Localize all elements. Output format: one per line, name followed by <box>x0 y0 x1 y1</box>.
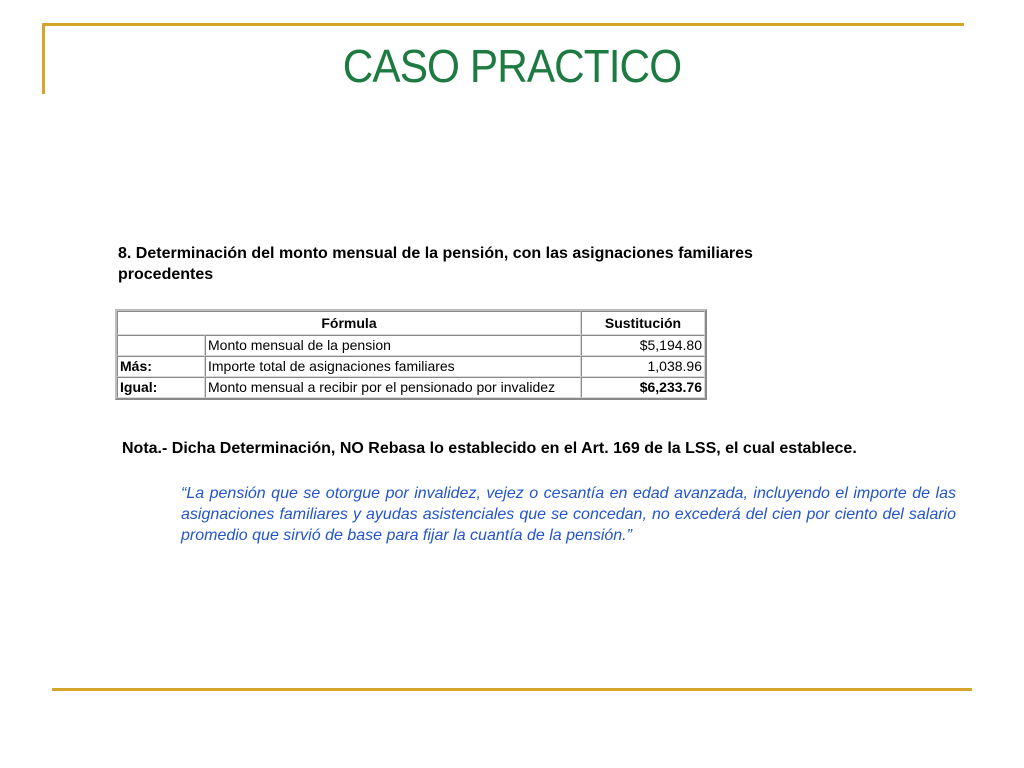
row-description: Monto mensual de la pension <box>205 335 581 356</box>
row-value: 1,038.96 <box>581 356 705 377</box>
table-row <box>117 377 705 398</box>
table-header-row <box>117 311 705 335</box>
header-formula: Fórmula <box>117 311 581 335</box>
row-label: Más: <box>117 356 205 377</box>
legal-note: Nota.- Dicha Determinación, NO Rebasa lo establecido en el Art. 169 de la LSS, el cual establece. <box>122 440 857 457</box>
pension-calculation-table <box>115 309 707 400</box>
row-value: $5,194.80 <box>581 335 705 356</box>
row-description: Monto mensual a recibir por el pensionado por invalidez <box>205 377 581 398</box>
row-label <box>117 335 205 356</box>
bottom-divider <box>52 688 972 691</box>
table-row <box>117 356 705 377</box>
slide-title: CASO PRACTICO <box>342 40 682 92</box>
top-divider <box>42 23 964 26</box>
section-heading: 8. Determinación del monto mensual de la pensión, con las asignaciones familiares procedentes <box>118 245 753 283</box>
row-description: Importe total de asignaciones familiares <box>205 356 581 377</box>
row-label: Igual: <box>117 377 205 398</box>
article-quote: “La pensión que se otorgue por invalidez, vejez o cesantía en edad avanzada, incluyendo el importe de las asignaciones familiares y ayudas asistenciales que se concedan, no excederá del cien por ciento del salario promedio que sirvió de base para fijar la cuantía de la pensión.” <box>181 485 956 544</box>
table-row <box>117 335 705 356</box>
header-substitution: Sustitución <box>581 311 705 335</box>
row-value-total: $6,233.76 <box>581 377 705 398</box>
